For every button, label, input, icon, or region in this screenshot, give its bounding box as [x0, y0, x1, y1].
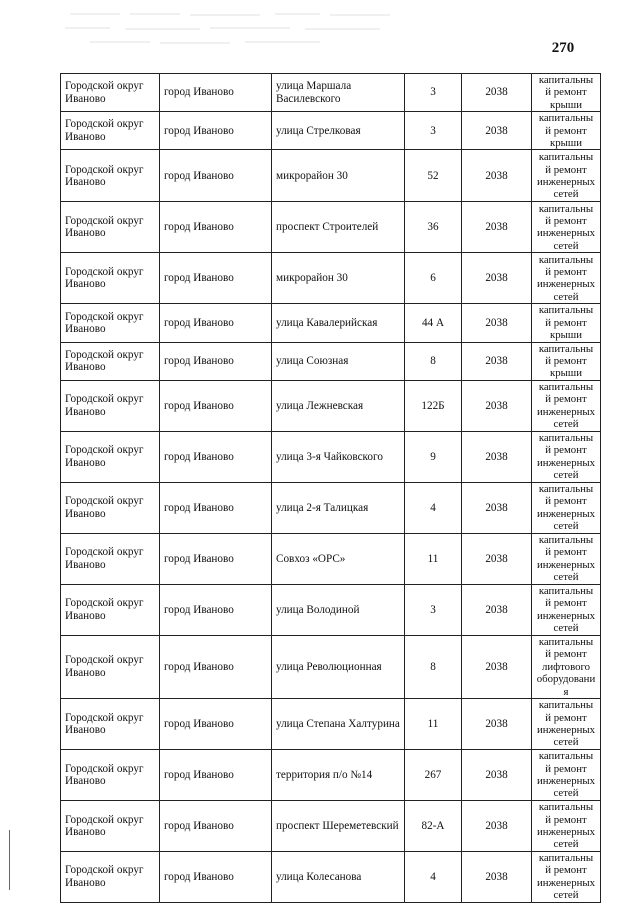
table-row [61, 533, 601, 584]
cell-okrug: Городской округ Иваново [61, 749, 160, 800]
cell-work: капитальный ремонт инженерных сетей [532, 749, 601, 800]
cell-city: город Иваново [160, 253, 272, 304]
cell-house: 3 [405, 584, 462, 635]
cell-year: 2038 [462, 380, 532, 431]
cell-okrug: Городской округ Иваново [61, 635, 160, 698]
cell-work: капитальный ремонт инженерных сетей [532, 253, 601, 304]
cell-okrug: Городской округ Иваново [61, 342, 160, 380]
cell-okrug: Городской округ Иваново [61, 698, 160, 749]
cell-house: 6 [405, 253, 462, 304]
cell-house: 36 [405, 202, 462, 253]
cell-house: 267 [405, 749, 462, 800]
table-row [61, 202, 601, 253]
cell-okrug: Городской округ Иваново [61, 202, 160, 253]
cell-work: капитальный ремонт лифтового оборудования [532, 635, 601, 698]
cell-street: улица Маршала Василевского [272, 74, 405, 112]
cell-work: капитальный ремонт инженерных сетей [532, 851, 601, 902]
cell-okrug: Городской округ Иваново [61, 380, 160, 431]
cell-okrug: Городской округ Иваново [61, 800, 160, 851]
cell-year: 2038 [462, 482, 532, 533]
table-row [61, 112, 601, 150]
cell-year: 2038 [462, 584, 532, 635]
cell-house: 8 [405, 635, 462, 698]
cell-house: 52 [405, 150, 462, 202]
table-row [61, 304, 601, 342]
table-row [61, 253, 601, 304]
table-row [61, 851, 601, 902]
cell-house: 82-А [405, 800, 462, 851]
cell-work: капитальный ремонт крыши [532, 112, 601, 150]
cell-street: проспект Строителей [272, 202, 405, 253]
cell-city: город Иваново [160, 851, 272, 902]
table-row [61, 584, 601, 635]
cell-street: улица Кавалерийская [272, 304, 405, 342]
cell-year: 2038 [462, 150, 532, 202]
cell-house: 122Б [405, 380, 462, 431]
cell-street: улица Володиной [272, 584, 405, 635]
page-number: 270 [551, 40, 575, 56]
cell-year: 2038 [462, 800, 532, 851]
cell-work: капитальный ремонт инженерных сетей [532, 584, 601, 635]
cell-year: 2038 [462, 851, 532, 902]
table-row [61, 800, 601, 851]
cell-work: капитальный ремонт инженерных сетей [532, 202, 601, 253]
cell-okrug: Городской округ Иваново [61, 533, 160, 584]
cell-house: 9 [405, 431, 462, 482]
cell-house: 3 [405, 112, 462, 150]
cell-okrug: Городской округ Иваново [61, 482, 160, 533]
cell-work: капитальный ремонт крыши [532, 342, 601, 380]
cell-house: 44 А [405, 304, 462, 342]
cell-work: капитальный ремонт крыши [532, 74, 601, 112]
cell-work: капитальный ремонт инженерных сетей [532, 431, 601, 482]
cell-year: 2038 [462, 635, 532, 698]
cell-street: проспект Шереметевский [272, 800, 405, 851]
cell-street: улица Лежневская [272, 380, 405, 431]
cell-city: город Иваново [160, 431, 272, 482]
table-row [61, 74, 601, 112]
cell-year: 2038 [462, 533, 532, 584]
cell-year: 2038 [462, 74, 532, 112]
cell-house: 11 [405, 533, 462, 584]
cell-house: 4 [405, 851, 462, 902]
table-row [61, 698, 601, 749]
cell-street: микрорайон 30 [272, 150, 405, 202]
table-row [61, 482, 601, 533]
cell-house: 3 [405, 74, 462, 112]
cell-house: 8 [405, 342, 462, 380]
cell-street: улица 3-я Чайковского [272, 431, 405, 482]
cell-work: капитальный ремонт инженерных сетей [532, 800, 601, 851]
cell-work: капитальный ремонт инженерных сетей [532, 533, 601, 584]
table-body [61, 74, 601, 903]
table-row [61, 380, 601, 431]
cell-okrug: Городской округ Иваново [61, 304, 160, 342]
cell-year: 2038 [462, 342, 532, 380]
table-row [61, 635, 601, 698]
housing-repair-table [60, 73, 601, 903]
table-row [61, 431, 601, 482]
cell-year: 2038 [462, 698, 532, 749]
cell-year: 2038 [462, 431, 532, 482]
cell-city: город Иваново [160, 380, 272, 431]
cell-work: капитальный ремонт инженерных сетей [532, 150, 601, 202]
cell-house: 11 [405, 698, 462, 749]
cell-street: Совхоз «ОРС» [272, 533, 405, 584]
cell-street: улица Стрелковая [272, 112, 405, 150]
cell-city: город Иваново [160, 202, 272, 253]
cell-year: 2038 [462, 749, 532, 800]
cell-year: 2038 [462, 304, 532, 342]
cell-year: 2038 [462, 202, 532, 253]
cell-city: город Иваново [160, 698, 272, 749]
cell-okrug: Городской округ Иваново [61, 851, 160, 902]
table-row [61, 342, 601, 380]
cell-city: город Иваново [160, 304, 272, 342]
cell-street: улица Революционная [272, 635, 405, 698]
cell-okrug: Городской округ Иваново [61, 150, 160, 202]
table-row [61, 150, 601, 202]
cell-street: микрорайон 30 [272, 253, 405, 304]
cell-street: улица Союзная [272, 342, 405, 380]
cell-year: 2038 [462, 253, 532, 304]
cell-street: улица 2-я Талицкая [272, 482, 405, 533]
cell-city: город Иваново [160, 584, 272, 635]
cell-city: город Иваново [160, 749, 272, 800]
scan-edge-mark [9, 830, 10, 890]
cell-city: город Иваново [160, 482, 272, 533]
cell-city: город Иваново [160, 74, 272, 112]
table-row [61, 749, 601, 800]
cell-work: капитальный ремонт инженерных сетей [532, 698, 601, 749]
cell-work: капитальный ремонт инженерных сетей [532, 380, 601, 431]
cell-okrug: Городской округ Иваново [61, 253, 160, 304]
cell-city: город Иваново [160, 342, 272, 380]
scan-bleed-through [60, 6, 400, 56]
cell-work: капитальный ремонт инженерных сетей [532, 482, 601, 533]
cell-city: город Иваново [160, 635, 272, 698]
cell-city: город Иваново [160, 533, 272, 584]
cell-okrug: Городской округ Иваново [61, 431, 160, 482]
cell-okrug: Городской округ Иваново [61, 74, 160, 112]
cell-street: улица Степана Халтурина [272, 698, 405, 749]
cell-work: капитальный ремонт крыши [532, 304, 601, 342]
cell-okrug: Городской округ Иваново [61, 584, 160, 635]
cell-okrug: Городской округ Иваново [61, 112, 160, 150]
cell-city: город Иваново [160, 112, 272, 150]
cell-year: 2038 [462, 112, 532, 150]
cell-house: 4 [405, 482, 462, 533]
cell-city: город Иваново [160, 800, 272, 851]
cell-street: территория п/о №14 [272, 749, 405, 800]
cell-city: город Иваново [160, 150, 272, 202]
cell-street: улица Колесанова [272, 851, 405, 902]
